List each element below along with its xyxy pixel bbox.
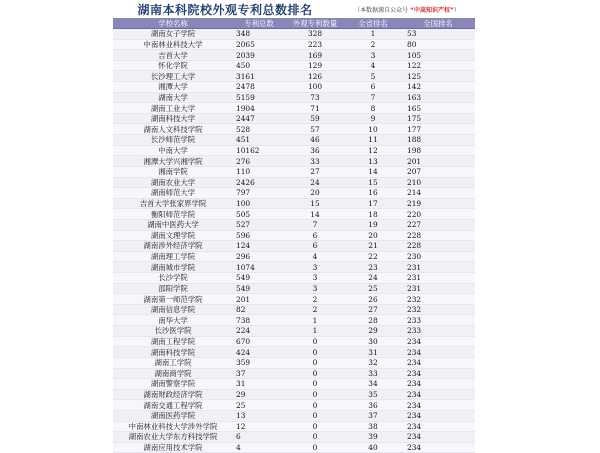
table-row <box>113 410 475 421</box>
school-name-cell: 湖南工程学院 <box>113 336 233 347</box>
table-row <box>113 273 475 284</box>
table-row <box>113 336 475 347</box>
table-row <box>113 283 475 294</box>
province-rank-cell: 22 <box>345 251 401 262</box>
national-rank-cell: 234 <box>401 442 475 453</box>
school-name-cell: 长沙学院 <box>113 273 233 284</box>
school-name-cell: 湘潭大学 <box>113 82 233 93</box>
total-patents-cell: 549 <box>233 283 285 294</box>
design-patents-cell: 73 <box>285 92 345 103</box>
school-name-cell: 怀化学院 <box>113 60 233 71</box>
table-row <box>113 50 475 61</box>
design-patents-cell: 129 <box>285 60 345 71</box>
national-rank-cell: 230 <box>401 251 475 262</box>
school-name-cell: 湘潭大学兴湘学院 <box>113 156 233 167</box>
total-patents-cell: 596 <box>233 230 285 241</box>
design-patents-cell: 7 <box>285 219 345 230</box>
province-rank-cell: 36 <box>345 400 401 411</box>
province-rank-cell: 3 <box>345 50 401 61</box>
school-name-cell: 吉首大学张家界学院 <box>113 198 233 209</box>
national-rank-cell: 105 <box>401 50 475 61</box>
total-patents-cell: 82 <box>233 304 285 315</box>
national-rank-cell: 220 <box>401 209 475 220</box>
school-name-cell: 湖南警察学院 <box>113 379 233 390</box>
national-rank-cell: 210 <box>401 177 475 188</box>
province-rank-cell: 4 <box>345 60 401 71</box>
total-patents-cell: 3161 <box>233 71 285 82</box>
table-row <box>113 39 475 50</box>
national-rank-cell: 234 <box>401 389 475 400</box>
national-rank-cell: 188 <box>401 135 475 146</box>
province-rank-cell: 23 <box>345 262 401 273</box>
total-patents-cell: 738 <box>233 315 285 326</box>
total-patents-cell: 5159 <box>233 92 285 103</box>
national-rank-cell: 53 <box>401 29 475 40</box>
school-name-cell: 湖南农业大学 <box>113 177 233 188</box>
province-rank-cell: 10 <box>345 124 401 135</box>
column-header-province-rank: 全省排名 <box>345 18 401 29</box>
school-name-cell: 湖南应用技术学院 <box>113 442 233 453</box>
province-rank-cell: 37 <box>345 410 401 421</box>
province-rank-cell: 19 <box>345 219 401 230</box>
source-note-suffix: ） <box>453 7 460 14</box>
source-note-prefix: （本数据源自公众号 <box>354 7 410 14</box>
table-row <box>113 347 475 358</box>
province-rank-cell: 40 <box>345 442 401 453</box>
page-title: 湖南本科院校外观专利总数排名 <box>137 3 313 17</box>
table-row <box>113 71 475 82</box>
school-name-cell: 湖南中医药大学 <box>113 219 233 230</box>
national-rank-cell: 232 <box>401 294 475 305</box>
national-rank-cell: 163 <box>401 92 475 103</box>
total-patents-cell: 29 <box>233 389 285 400</box>
school-name-cell: 中南大学 <box>113 145 233 156</box>
school-name-cell: 湖南工业大学 <box>113 103 233 114</box>
total-patents-cell: 1904 <box>233 103 285 114</box>
table-row <box>113 124 475 135</box>
national-rank-cell: 142 <box>401 82 475 93</box>
table-row <box>113 188 475 199</box>
total-patents-cell: 2065 <box>233 39 285 50</box>
design-patents-cell: 57 <box>285 124 345 135</box>
design-patents-cell: 0 <box>285 357 345 368</box>
total-patents-cell: 25 <box>233 400 285 411</box>
table-row <box>113 432 475 443</box>
province-rank-cell: 33 <box>345 368 401 379</box>
table-row <box>113 389 475 400</box>
design-patents-cell: 1 <box>285 315 345 326</box>
school-name-cell: 湖南师范大学 <box>113 188 233 199</box>
national-rank-cell: 233 <box>401 315 475 326</box>
table-row <box>113 230 475 241</box>
table-row <box>113 29 475 40</box>
total-patents-cell: 4 <box>233 442 285 453</box>
source-note <box>339 5 475 14</box>
national-rank-cell: 234 <box>401 421 475 432</box>
school-name-cell: 湖南信息学院 <box>113 304 233 315</box>
table-row <box>113 368 475 379</box>
table-row <box>113 177 475 188</box>
province-rank-cell: 14 <box>345 166 401 177</box>
national-rank-cell: 227 <box>401 219 475 230</box>
design-patents-cell: 0 <box>285 336 345 347</box>
province-rank-cell: 27 <box>345 304 401 315</box>
school-name-cell: 长沙理工大学 <box>113 71 233 82</box>
design-patents-cell: 4 <box>285 251 345 262</box>
total-patents-cell: 12 <box>233 421 285 432</box>
total-patents-cell: 505 <box>233 209 285 220</box>
table-row <box>113 198 475 209</box>
national-rank-cell: 234 <box>401 410 475 421</box>
national-rank-cell: 201 <box>401 156 475 167</box>
spreadsheet <box>113 0 475 453</box>
national-rank-cell: 232 <box>401 304 475 315</box>
province-rank-cell: 30 <box>345 336 401 347</box>
school-name-cell: 湖南文理学院 <box>113 230 233 241</box>
design-patents-cell: 20 <box>285 188 345 199</box>
province-rank-cell: 29 <box>345 326 401 337</box>
table-row <box>113 145 475 156</box>
total-patents-cell: 1074 <box>233 262 285 273</box>
total-patents-cell: 528 <box>233 124 285 135</box>
school-name-cell: 湖南商学院 <box>113 368 233 379</box>
province-rank-cell: 21 <box>345 241 401 252</box>
total-patents-cell: 224 <box>233 326 285 337</box>
table-row <box>113 251 475 262</box>
province-rank-cell: 1 <box>345 29 401 40</box>
design-patents-cell: 36 <box>285 145 345 156</box>
table-row <box>113 209 475 220</box>
national-rank-cell: 231 <box>401 262 475 273</box>
total-patents-cell: 2039 <box>233 50 285 61</box>
total-patents-cell: 527 <box>233 219 285 230</box>
province-rank-cell: 32 <box>345 357 401 368</box>
national-rank-cell: 231 <box>401 283 475 294</box>
national-rank-cell: 198 <box>401 145 475 156</box>
table-row <box>113 135 475 146</box>
province-rank-cell: 5 <box>345 71 401 82</box>
school-name-cell: 湖南理工学院 <box>113 251 233 262</box>
table-row <box>113 357 475 368</box>
province-rank-cell: 24 <box>345 273 401 284</box>
school-name-cell: 长沙医学院 <box>113 326 233 337</box>
province-rank-cell: 17 <box>345 198 401 209</box>
province-rank-cell: 8 <box>345 103 401 114</box>
school-name-cell: 长沙师范学院 <box>113 135 233 146</box>
table-row <box>113 219 475 230</box>
design-patents-cell: 15 <box>285 198 345 209</box>
total-patents-cell: 10162 <box>233 145 285 156</box>
ranking-table <box>113 18 475 453</box>
school-name-cell: 湖南医药学院 <box>113 410 233 421</box>
total-patents-cell: 670 <box>233 336 285 347</box>
province-rank-cell: 18 <box>345 209 401 220</box>
design-patents-cell: 0 <box>285 389 345 400</box>
national-rank-cell: 228 <box>401 230 475 241</box>
school-name-cell: 湖南农业大学东方科技学院 <box>113 432 233 443</box>
column-header-design-patents: 外观专利数量 <box>285 18 345 29</box>
design-patents-cell: 3 <box>285 262 345 273</box>
province-rank-cell: 26 <box>345 294 401 305</box>
national-rank-cell: 234 <box>401 400 475 411</box>
province-rank-cell: 12 <box>345 145 401 156</box>
school-name-cell: 湖南女子学院 <box>113 29 233 40</box>
design-patents-cell: 71 <box>285 103 345 114</box>
total-patents-cell: 424 <box>233 347 285 358</box>
column-header-school: 学校名称 <box>113 18 233 29</box>
total-patents-cell: 451 <box>233 135 285 146</box>
design-patents-cell: 1 <box>285 326 345 337</box>
design-patents-cell: 6 <box>285 241 345 252</box>
table-row <box>113 82 475 93</box>
design-patents-cell: 0 <box>285 400 345 411</box>
design-patents-cell: 27 <box>285 166 345 177</box>
design-patents-cell: 59 <box>285 113 345 124</box>
national-rank-cell: 177 <box>401 124 475 135</box>
total-patents-cell: 31 <box>233 379 285 390</box>
province-rank-cell: 6 <box>345 82 401 93</box>
total-patents-cell: 549 <box>233 273 285 284</box>
province-rank-cell: 28 <box>345 315 401 326</box>
school-name-cell: 衡阳师范学院 <box>113 209 233 220</box>
table-row <box>113 156 475 167</box>
province-rank-cell: 2 <box>345 39 401 50</box>
table-row <box>113 60 475 71</box>
design-patents-cell: 24 <box>285 177 345 188</box>
design-patents-cell: 6 <box>285 230 345 241</box>
school-name-cell: 湖南财政经济学院 <box>113 389 233 400</box>
design-patents-cell: 223 <box>285 39 345 50</box>
total-patents-cell: 359 <box>233 357 285 368</box>
table-row <box>113 421 475 432</box>
table-row <box>113 315 475 326</box>
school-name-cell: 湖南交通工程学院 <box>113 400 233 411</box>
school-name-cell: 邵阳学院 <box>113 283 233 294</box>
total-patents-cell: 450 <box>233 60 285 71</box>
province-rank-cell: 34 <box>345 379 401 390</box>
province-rank-cell: 31 <box>345 347 401 358</box>
design-patents-cell: 0 <box>285 368 345 379</box>
design-patents-cell: 0 <box>285 410 345 421</box>
school-name-cell: 湖南工学院 <box>113 357 233 368</box>
table-row <box>113 103 475 114</box>
school-name-cell: 南华大学 <box>113 315 233 326</box>
design-patents-cell: 2 <box>285 294 345 305</box>
design-patents-cell: 14 <box>285 209 345 220</box>
national-rank-cell: 234 <box>401 379 475 390</box>
total-patents-cell: 13 <box>233 410 285 421</box>
total-patents-cell: 797 <box>233 188 285 199</box>
national-rank-cell: 122 <box>401 60 475 71</box>
design-patents-cell: 126 <box>285 71 345 82</box>
design-patents-cell: 0 <box>285 379 345 390</box>
total-patents-cell: 348 <box>233 29 285 40</box>
national-rank-cell: 231 <box>401 273 475 284</box>
table-header-row <box>113 18 475 29</box>
national-rank-cell: 234 <box>401 347 475 358</box>
school-name-cell: 湘南学院 <box>113 166 233 177</box>
province-rank-cell: 38 <box>345 421 401 432</box>
title-row <box>113 0 475 18</box>
province-rank-cell: 39 <box>345 432 401 443</box>
design-patents-cell: 2 <box>285 304 345 315</box>
table-row <box>113 304 475 315</box>
total-patents-cell: 2447 <box>233 113 285 124</box>
national-rank-cell: 228 <box>401 241 475 252</box>
national-rank-cell: 234 <box>401 336 475 347</box>
table-row <box>113 241 475 252</box>
total-patents-cell: 201 <box>233 294 285 305</box>
table-row <box>113 294 475 305</box>
province-rank-cell: 13 <box>345 156 401 167</box>
province-rank-cell: 11 <box>345 135 401 146</box>
school-name-cell: 湖南人文科技学院 <box>113 124 233 135</box>
school-name-cell: 湖南科技学院 <box>113 347 233 358</box>
column-header-total-patents: 专利总数 <box>233 18 285 29</box>
school-name-cell: 湖南城市学院 <box>113 262 233 273</box>
national-rank-cell: 125 <box>401 71 475 82</box>
national-rank-cell: 175 <box>401 113 475 124</box>
total-patents-cell: 100 <box>233 198 285 209</box>
design-patents-cell: 328 <box>285 29 345 40</box>
national-rank-cell: 234 <box>401 432 475 443</box>
province-rank-cell: 25 <box>345 283 401 294</box>
design-patents-cell: 169 <box>285 50 345 61</box>
total-patents-cell: 6 <box>233 432 285 443</box>
province-rank-cell: 15 <box>345 177 401 188</box>
school-name-cell: 湖南涉外经济学院 <box>113 241 233 252</box>
total-patents-cell: 110 <box>233 166 285 177</box>
national-rank-cell: 233 <box>401 326 475 337</box>
design-patents-cell: 100 <box>285 82 345 93</box>
national-rank-cell: 207 <box>401 166 475 177</box>
design-patents-cell: 0 <box>285 347 345 358</box>
province-rank-cell: 35 <box>345 389 401 400</box>
design-patents-cell: 0 <box>285 442 345 453</box>
total-patents-cell: 276 <box>233 156 285 167</box>
table-row <box>113 92 475 103</box>
national-rank-cell: 234 <box>401 368 475 379</box>
national-rank-cell: 234 <box>401 357 475 368</box>
total-patents-cell: 2426 <box>233 177 285 188</box>
school-name-cell: 湖南大学 <box>113 92 233 103</box>
design-patents-cell: 0 <box>285 421 345 432</box>
design-patents-cell: 33 <box>285 156 345 167</box>
table-row <box>113 400 475 411</box>
design-patents-cell: 3 <box>285 283 345 294</box>
total-patents-cell: 124 <box>233 241 285 252</box>
province-rank-cell: 16 <box>345 188 401 199</box>
total-patents-cell: 37 <box>233 368 285 379</box>
design-patents-cell: 3 <box>285 273 345 284</box>
table-body <box>113 29 475 453</box>
national-rank-cell: 165 <box>401 103 475 114</box>
table-row <box>113 166 475 177</box>
school-name-cell: 中南林业科技大学涉外学院 <box>113 421 233 432</box>
source-brand: “中高知识产权” <box>410 7 454 14</box>
national-rank-cell: 219 <box>401 198 475 209</box>
school-name-cell: 中南林业科技大学 <box>113 39 233 50</box>
province-rank-cell: 20 <box>345 230 401 241</box>
province-rank-cell: 9 <box>345 113 401 124</box>
total-patents-cell: 296 <box>233 251 285 262</box>
table-row <box>113 442 475 453</box>
design-patents-cell: 0 <box>285 432 345 443</box>
school-name-cell: 湖南第一师范学院 <box>113 294 233 305</box>
design-patents-cell: 46 <box>285 135 345 146</box>
province-rank-cell: 7 <box>345 92 401 103</box>
table-row <box>113 262 475 273</box>
national-rank-cell: 80 <box>401 39 475 50</box>
school-name-cell: 湖南科技大学 <box>113 113 233 124</box>
table-row <box>113 326 475 337</box>
table-row <box>113 379 475 390</box>
table-row <box>113 113 475 124</box>
school-name-cell: 吉首大学 <box>113 50 233 61</box>
national-rank-cell: 214 <box>401 188 475 199</box>
column-header-national-rank: 全国排名 <box>401 18 475 29</box>
total-patents-cell: 2478 <box>233 82 285 93</box>
